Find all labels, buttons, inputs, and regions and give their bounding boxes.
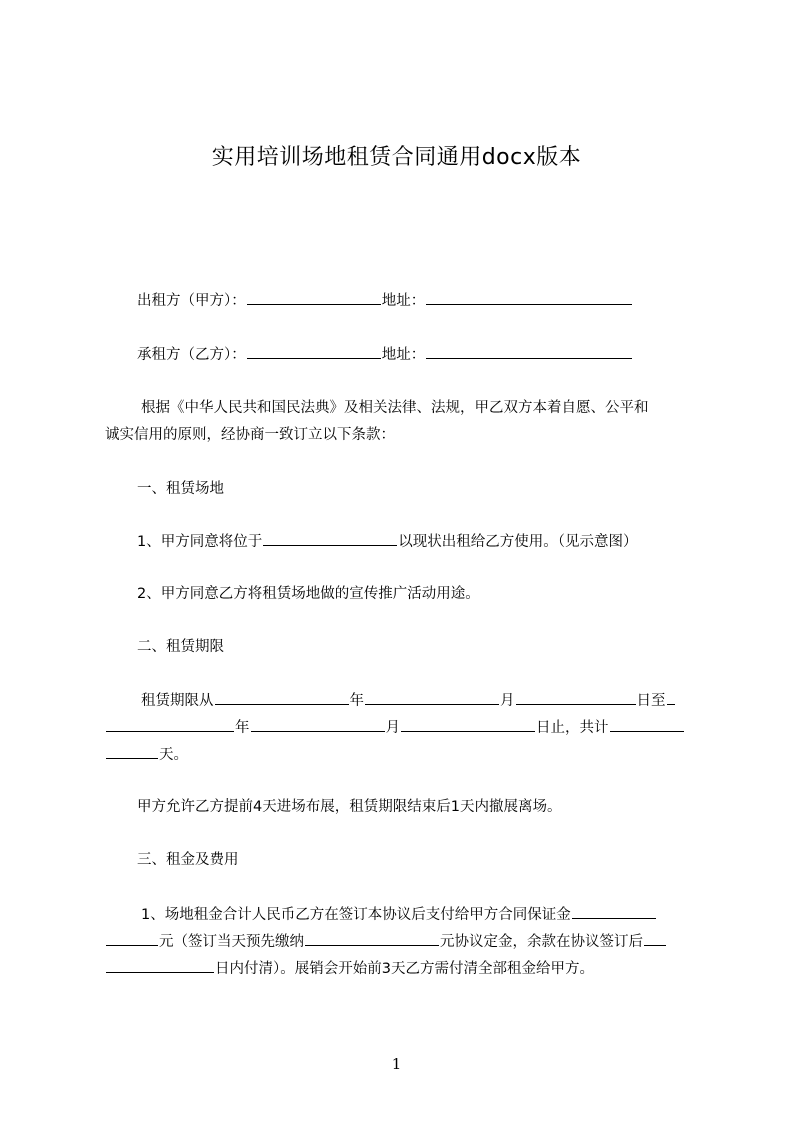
party-b-address-blank <box>426 344 632 359</box>
setup-note: 甲方允许乙方提前4天进场布展，租赁期限结束后1天内撤展离场。 <box>137 799 562 815</box>
rent-text-b: 元协议定金，余款在协议签订后 <box>440 934 643 950</box>
days-after-blank-b <box>106 958 214 973</box>
rent-text-a: 1、场地租金合计人民币乙方在签订本协议后支付给甲方合同保证金 <box>141 907 571 923</box>
end-year-blank-a <box>667 690 675 705</box>
total-days-blank-a <box>610 717 684 732</box>
end-month-label: 月 <box>385 720 400 736</box>
end-year-blank-b <box>106 717 234 732</box>
end-year-label: 年 <box>235 720 250 736</box>
month-label: 月 <box>500 693 515 709</box>
yuan-label: 元（签订当天预先缴纳 <box>159 934 304 950</box>
location-blank <box>263 531 397 546</box>
rent-line-2 <box>105 931 667 952</box>
day-end-label: 日止，共计 <box>536 720 609 736</box>
party-b-label: 承租方（乙方）： <box>137 347 246 363</box>
party-a-blank <box>247 290 381 305</box>
section-1-clause-2: 2、甲方同意乙方将租赁场地做的宣传推广活动用途。 <box>137 586 480 602</box>
section-1-heading: 一、租赁场地 <box>137 481 224 497</box>
days-label: 天。 <box>159 747 188 763</box>
start-day-blank <box>516 690 636 705</box>
page-number: 1 <box>391 1055 402 1073</box>
total-days-blank-b <box>106 744 158 759</box>
term-line-3 <box>105 744 188 765</box>
section-2-heading: 二、租赁期限 <box>137 639 224 655</box>
party-a-address-blank <box>426 290 632 305</box>
day-to-label: 日至 <box>636 693 666 709</box>
term-from-label: 租赁期限从 <box>141 693 214 709</box>
preamble-line-1: 根据《中华人民共和国民法典》及相关法律、法规，甲乙双方本着自愿、公平和 <box>141 400 649 416</box>
party-b-line <box>137 344 633 365</box>
rent-line-1 <box>141 904 657 925</box>
section-1-clause-1 <box>137 531 637 552</box>
advance-payment-blank <box>305 931 439 946</box>
days-after-blank-a <box>644 931 666 946</box>
year-label: 年 <box>349 693 364 709</box>
clause-1-text-a: 1、甲方同意将位于 <box>137 534 263 550</box>
party-b-address-label: 地址： <box>381 347 426 363</box>
party-a-address-label: 地址： <box>381 293 426 309</box>
rent-line-3 <box>105 958 594 979</box>
rent-text-c: 日内付清）。展销会开始前3天乙方需付清全部租金给甲方。 <box>215 961 594 977</box>
document-title: 实用培训场地租赁合同通用docx版本 <box>211 145 582 170</box>
party-a-line <box>137 290 633 311</box>
term-line-2 <box>105 717 685 738</box>
start-month-blank <box>365 690 499 705</box>
end-month-blank <box>251 717 385 732</box>
start-year-blank <box>215 690 349 705</box>
deposit-amount-blank-b <box>106 931 158 946</box>
deposit-amount-blank-a <box>572 904 656 919</box>
clause-1-text-b: 以现状出租给乙方使用。（见示意图） <box>398 534 638 550</box>
party-a-label: 出租方（甲方）： <box>137 293 246 309</box>
party-b-blank <box>247 344 381 359</box>
section-3-heading: 三、租金及费用 <box>137 852 239 868</box>
preamble-line-2: 诚实信用的原则，经协商一致订立以下条款： <box>105 427 395 443</box>
end-day-blank <box>401 717 535 732</box>
term-line-1 <box>141 690 676 711</box>
